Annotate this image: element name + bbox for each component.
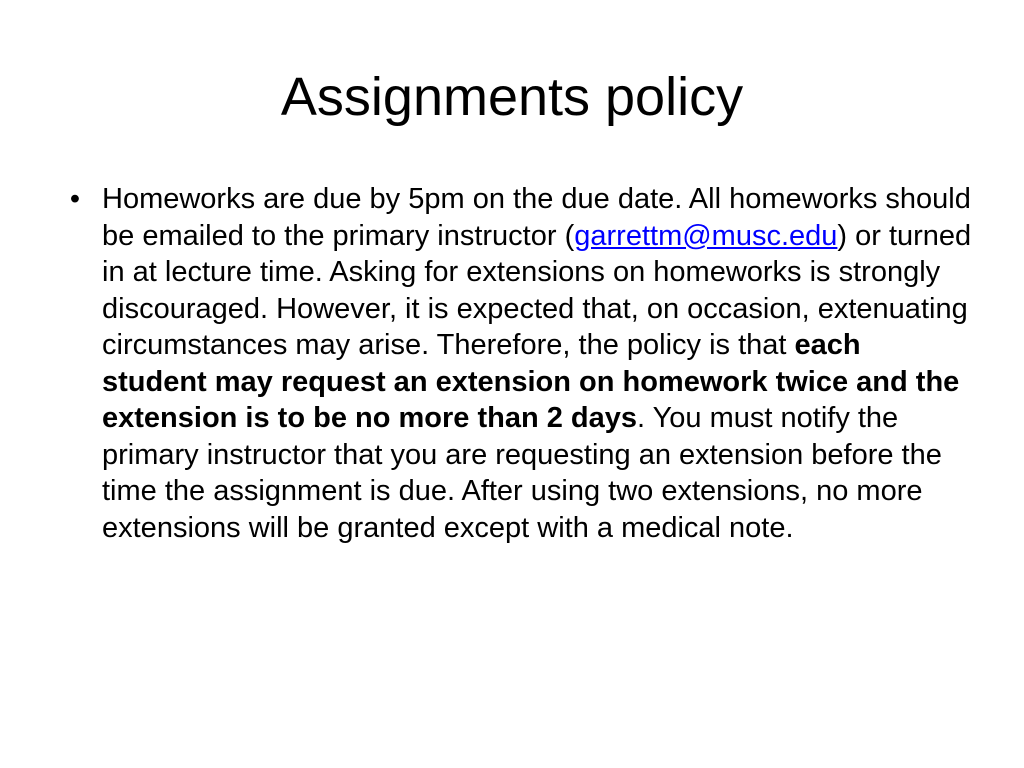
- policy-emphasis: each student may request an extension on homework twice and the extension is to be no more than 2 days: [102, 329, 960, 434]
- bullet-item: [60, 181, 972, 546]
- bullet-icon: •: [69, 183, 81, 215]
- instructor-email-link[interactable]: garrettm@musc.edu: [574, 219, 838, 252]
- slide-body: [60, 181, 972, 546]
- slide-title: Assignments policy: [280, 67, 744, 127]
- policy-text-middle: ) or turned in at lecture time. Asking for extensions on homeworks is strongly discouraged. However, it is expected that, on occasion, extenuating circumstances may arise. Therefore, the policy is that: [102, 219, 972, 361]
- policy-text-intro: Homeworks are due by 5pm on the due date. All homeworks should be emailed to the primary instructor (: [102, 183, 971, 252]
- policy-text-end: . You must notify the primary instructor that you are requesting an extension before the time the assignment is due. After using two extensions, no more extensions will be granted except with a medical note.: [102, 402, 942, 544]
